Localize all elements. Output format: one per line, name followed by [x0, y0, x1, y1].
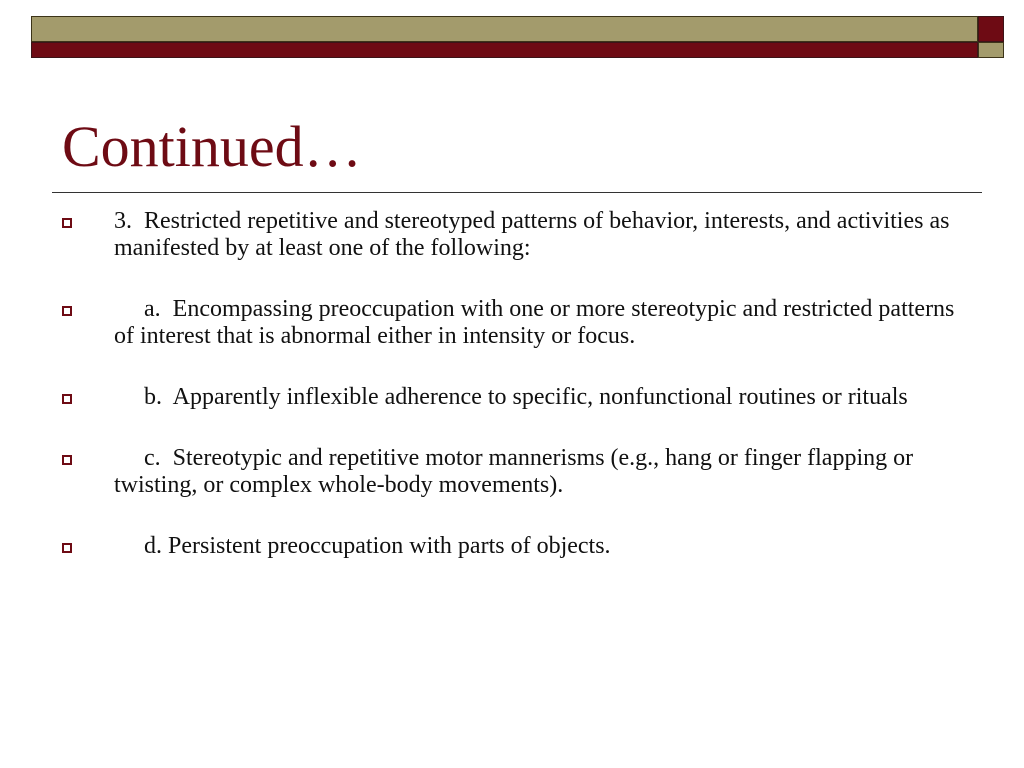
list-item [62, 296, 962, 350]
bullet-text: c. Stereotypic and repetitive motor mannerisms (e.g., hang or finger flapping or twisting, or complex whole-body movements). [114, 445, 920, 498]
header-square-olive [978, 42, 1004, 58]
hollow-square-icon [62, 455, 72, 465]
bullet-text: d. Persistent preoccupation with parts of objects. [114, 533, 611, 559]
hollow-square-icon [62, 218, 72, 228]
header-band-maroon [31, 42, 978, 58]
list-item [62, 208, 962, 262]
bullet-text: 3. Restricted repetitive and stereotyped patterns of behavior, interests, and activities as manifested by at least one of the following: [114, 208, 956, 261]
hollow-square-icon [62, 394, 72, 404]
bullet-text: b. Apparently inflexible adherence to specific, nonfunctional routines or rituals [114, 384, 908, 410]
title-divider [52, 192, 982, 193]
list-item [62, 384, 962, 411]
hollow-square-icon [62, 306, 72, 316]
hollow-square-icon [62, 543, 72, 553]
list-item [62, 533, 962, 560]
bullet-text: a. Encompassing preoccupation with one or more stereotypic and restricted patterns of interest that is abnormal either in intensity or focus. [114, 296, 961, 349]
slide-title: Continued… [62, 114, 362, 179]
header-band-olive [31, 16, 978, 42]
list-item [62, 445, 962, 499]
header-square-maroon [978, 16, 1004, 42]
bullet-list [62, 208, 962, 594]
